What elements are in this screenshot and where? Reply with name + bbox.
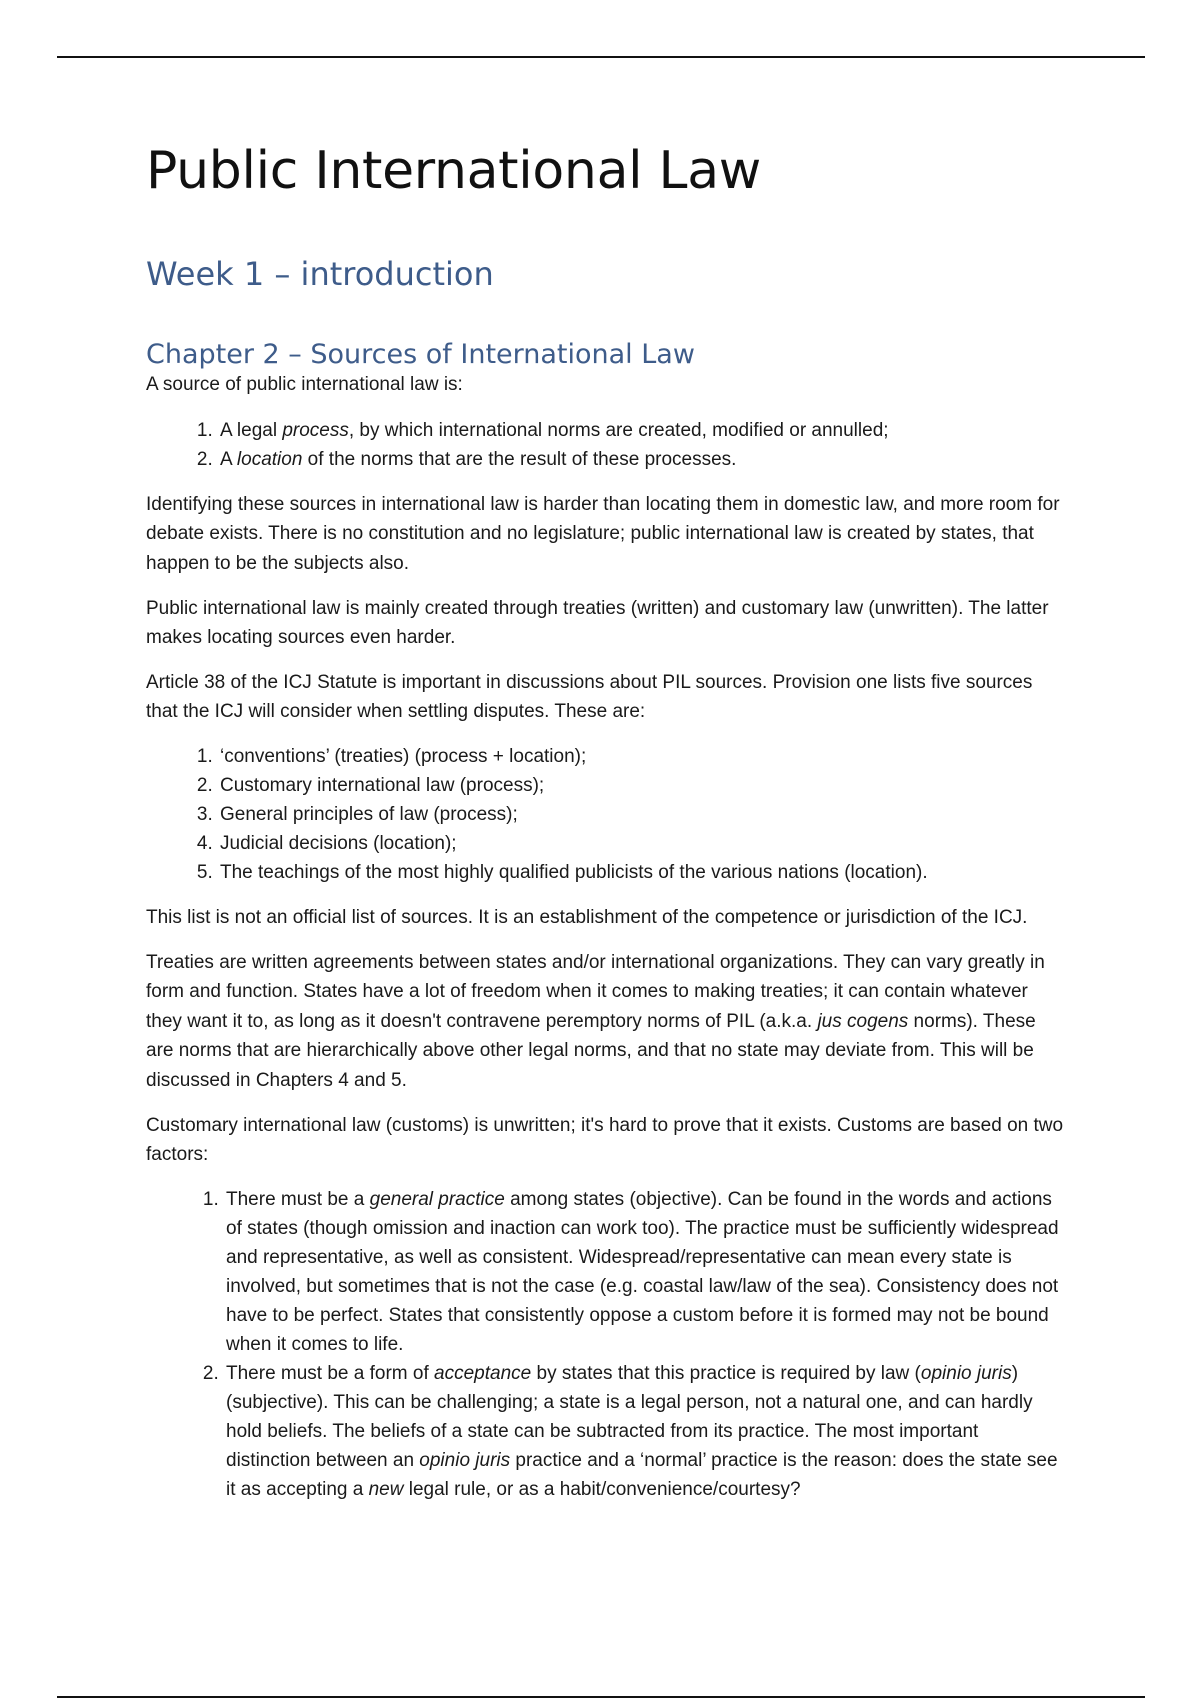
paragraph-customary: Customary international law (customs) is unwritten; it's hard to prove that it exists. Customs are based on two factors: — [146, 1114, 1064, 1166]
list-item-text: There must be a — [226, 1188, 370, 1210]
list-item: 5. The teachings of the most highly qualified publicists of the various nations (location). — [218, 858, 1066, 887]
list-item — [218, 416, 1066, 445]
paragraph-how-created: Public international law is mainly created through treaties (written) and customary law (unwritten). The latter makes locating sources even harder. — [146, 597, 1049, 649]
list-item-text: by states that this practice is required by law ( — [531, 1362, 921, 1384]
list-item: 4. Judicial decisions (location); — [218, 829, 1066, 858]
chapter-heading: Chapter 2 – Sources of International Law — [146, 339, 695, 371]
list-item-text: , by which international norms are created, modified or annulled; — [348, 419, 889, 441]
list-item-emphasis: new — [368, 1478, 404, 1500]
list-item: 3. General principles of law (process); — [218, 800, 1066, 829]
list-item-emphasis: general practice — [369, 1188, 505, 1210]
list-item: 2. Customary international law (process); — [218, 771, 1066, 800]
source-definition-list — [146, 416, 1066, 474]
list-item-text: practice and a ‘normal’ practice is the reason: does the state see it as accepting a — [226, 1449, 1058, 1500]
list-item-text: among states (objective). Can be found in the words and actions of states (though omission and inaction can work too). The practice must be sufficiently widespread and representative, as well as consistent. Widespread/representative can mean every state is involved, but sometimes that is not the case (e.g. coastal law/law of the sea). Consistency does not have to be perfect. States that consistently oppose a custom before it is formed may not be bound when it comes to life. — [226, 1188, 1059, 1355]
list-item — [218, 445, 1066, 474]
list-item — [224, 1359, 1066, 1504]
paragraph-identifying-sources: Identifying these sources in international law is harder than locating them in domestic law, and more room for debate exists. There is no constitution and no legislature; public international law is created by states, that happen to be the subjects also. — [146, 493, 1060, 575]
list-item-text: A — [220, 448, 237, 470]
header-rule — [57, 56, 1145, 58]
paragraph-text: Treaties are written agreements between states and/or international organizations. They can vary greatly in form and function. States have a lot of freedom when it comes to making treaties; it can contain whatever they want it to, as long as it doesn't contravene peremptory norms of PIL (a.k.a. — [146, 951, 1045, 1032]
document-title: Public International Law — [146, 141, 761, 201]
paragraph-text: norms). These are norms that are hierarchically above other legal norms, and that no state may deviate from. This will be discussed in Chapters 4 and 5. — [146, 1010, 1036, 1091]
paragraph-emphasis: jus cogens — [817, 1010, 909, 1032]
list-item: 1. ‘conventions’ (treaties) (process + location); — [218, 742, 1066, 771]
paragraph-treaties — [146, 948, 1066, 1096]
week-heading: Week 1 – introduction — [146, 255, 494, 294]
list-item-emphasis: opinio juris — [419, 1449, 511, 1471]
list-item — [224, 1185, 1066, 1359]
list-item-emphasis: opinio juris — [920, 1362, 1012, 1384]
list-item-text: A legal — [220, 419, 283, 441]
intro-paragraph: A source of public international law is: — [146, 374, 463, 396]
icj-sources-list — [146, 742, 1066, 887]
custom-factors-list — [146, 1185, 1066, 1504]
list-item-emphasis: location — [236, 448, 303, 470]
paragraph-not-official: This list is not an official list of sources. It is an establishment of the competence or jurisdiction of the ICJ. — [146, 906, 1028, 928]
footer-rule — [57, 1696, 1145, 1698]
paragraph-article-38: Article 38 of the ICJ Statute is important in discussions about PIL sources. Provision one lists five sources that the ICJ will consider when settling disputes. These are: — [146, 671, 1033, 723]
list-item-text: ) (subjective). This can be challenging; a state is a legal person, not a natural one, and can hardly hold beliefs. The beliefs of a state can be subtracted from its practice. The most important distinction between an — [226, 1362, 1033, 1471]
list-item-text: There must be a form of — [226, 1362, 435, 1384]
list-item-text: of the norms that are the result of these processes. — [302, 448, 737, 470]
list-item-emphasis: acceptance — [434, 1362, 532, 1384]
document-body — [146, 140, 1066, 1520]
list-item-emphasis: process — [282, 419, 349, 441]
list-item-text: legal rule, or as a habit/convenience/courtesy? — [403, 1478, 801, 1500]
